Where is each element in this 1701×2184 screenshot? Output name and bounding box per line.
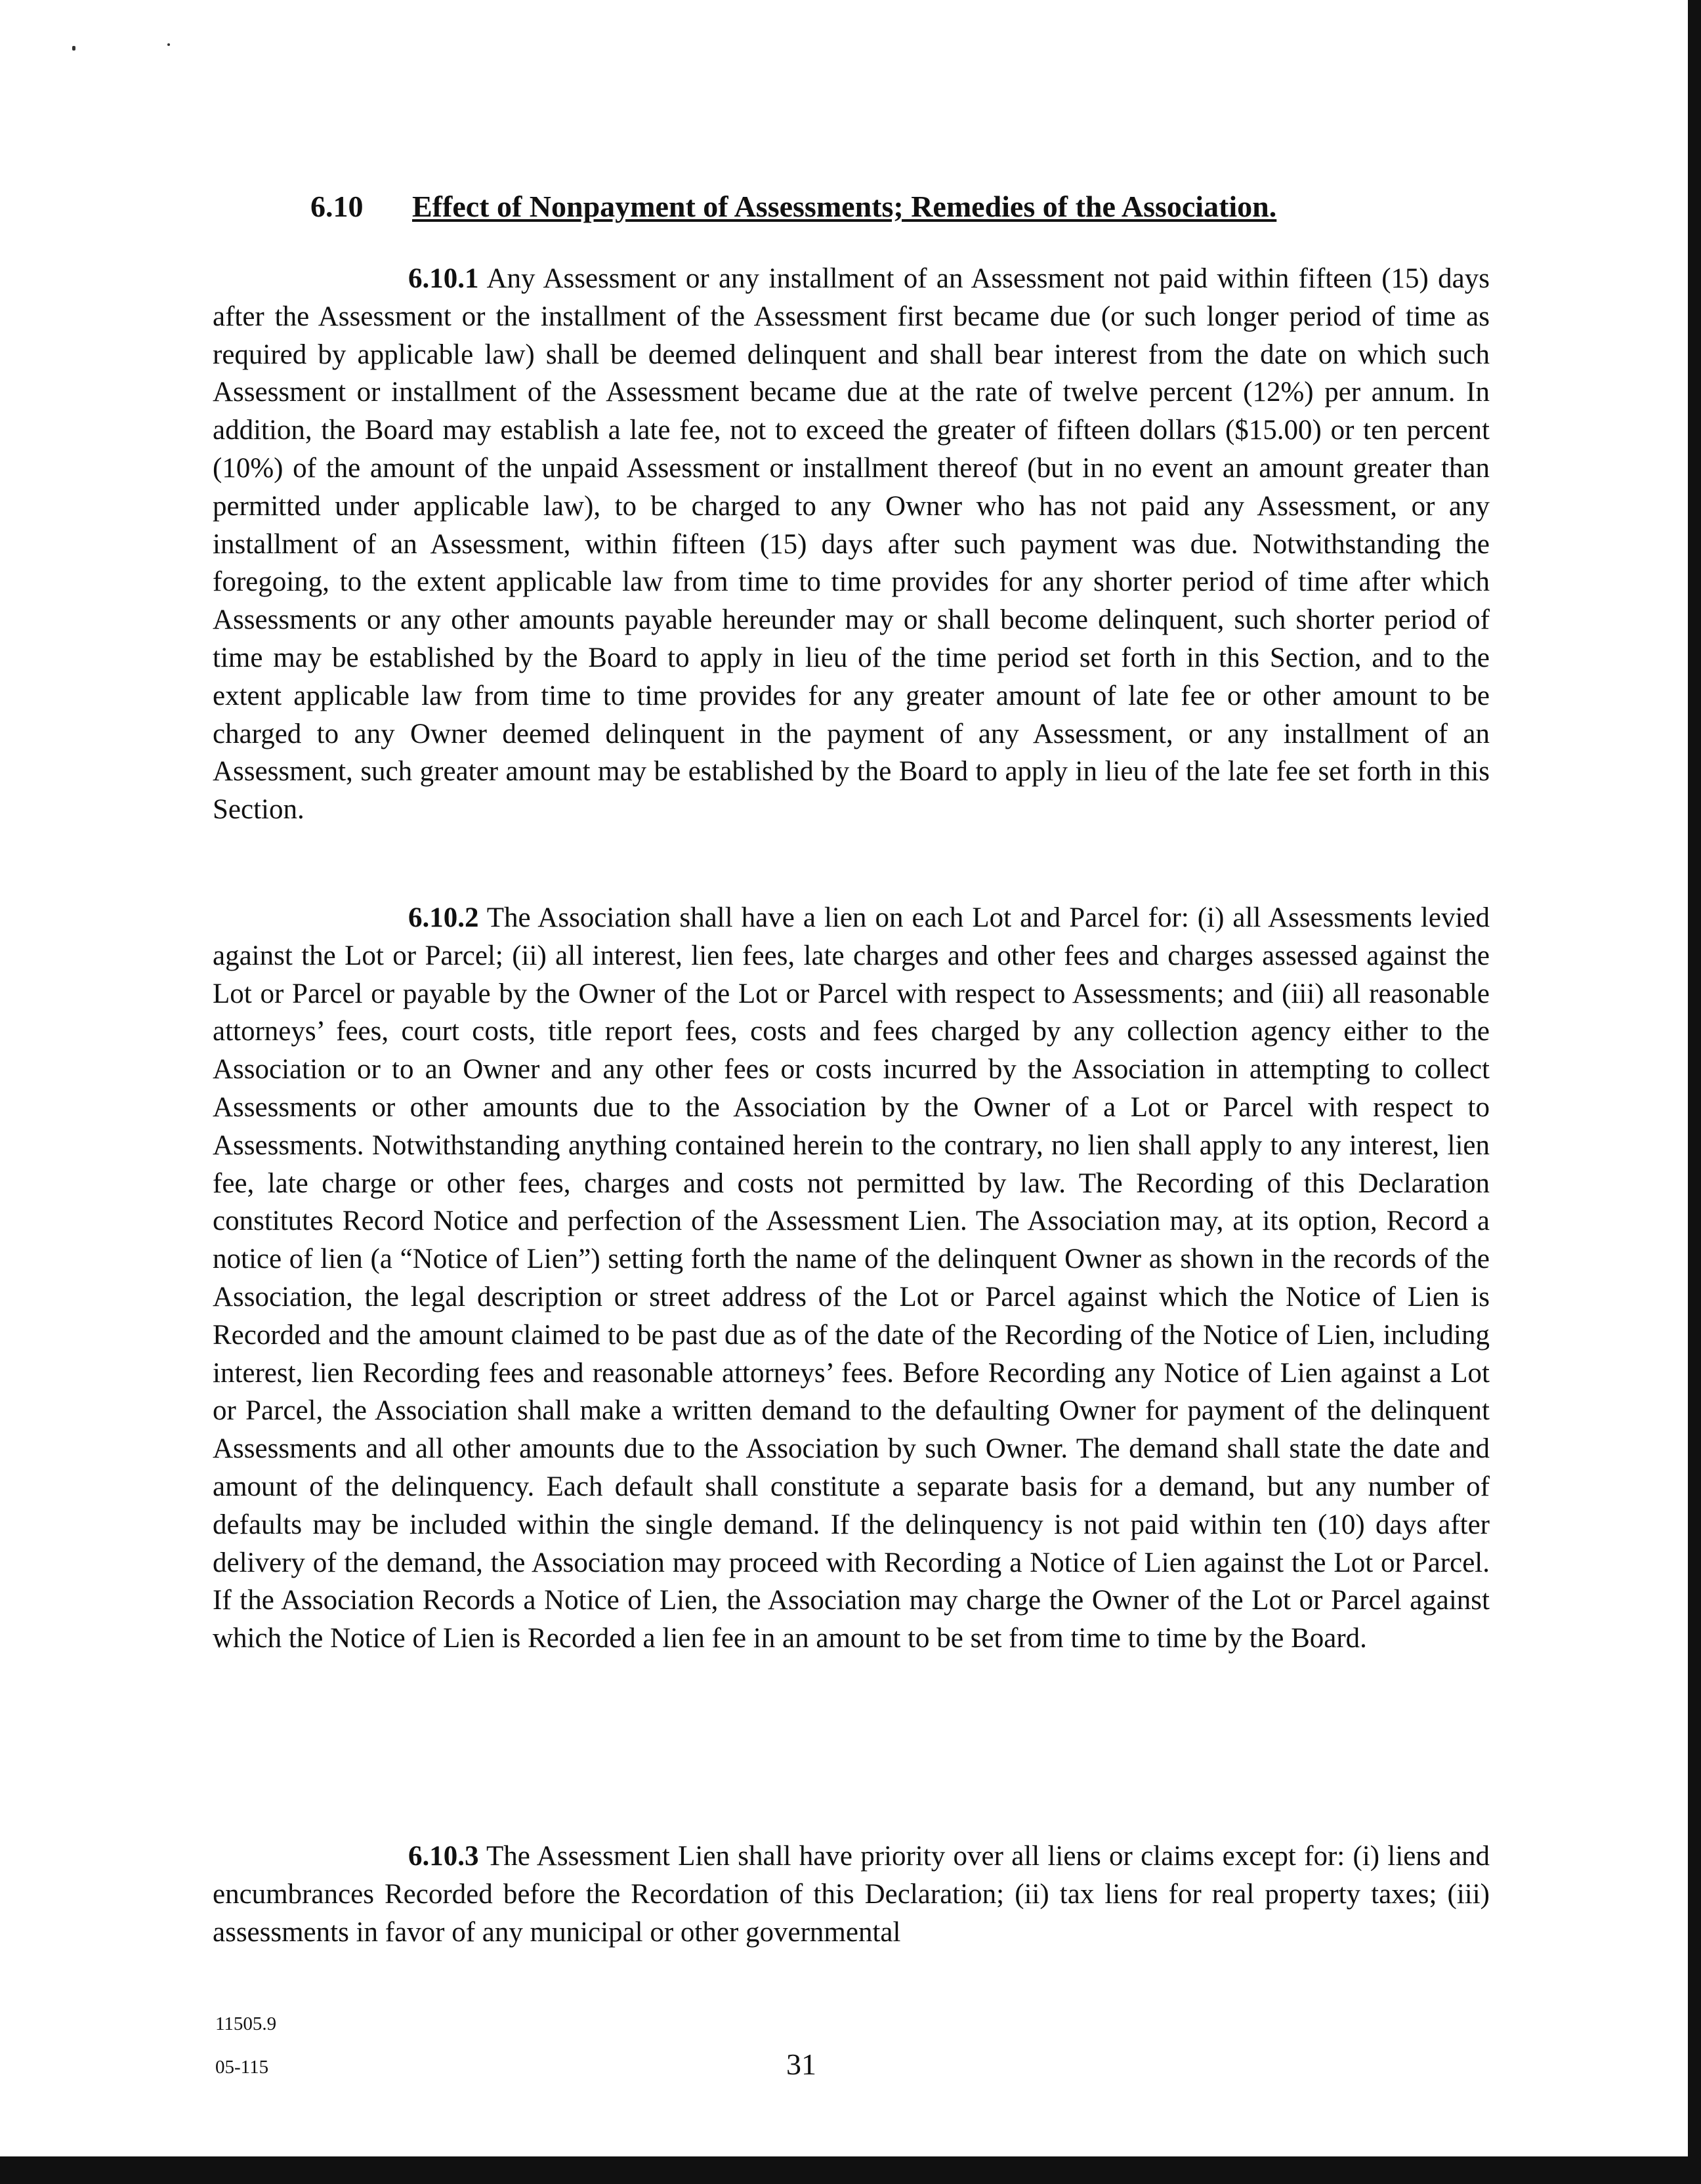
paragraph-text: The Assessment Lien shall have priority over all liens or claims except for: (i) liens and encumbrances Recorded before the Recordation of this Declaration; (ii) tax liens for real property taxes; (iii) assessments in favor of any municipal or other governmental [213,1841,1490,1948]
paragraph-number: 6.10.2 [408,902,479,933]
section-heading [310,189,1276,224]
scan-speck [72,46,75,51]
document-code: 05-115 [215,2057,269,2078]
paragraph-6-10-3 [213,1838,1490,1951]
scan-edge [0,2156,1701,2184]
document-code: 11505.9 [215,2013,277,2034]
section-number: 6.10 [310,190,364,223]
scan-speck [167,43,170,46]
paragraph-number: 6.10.1 [408,263,479,294]
section-title: Effect of Nonpayment of Assessments; Remedies of the Association. [412,190,1277,223]
paragraph-text: Any Assessment or any installment of an Assessment not paid within fifteen (15) days after the Assessment or the installment of the Assessment first became due (or such longer period of time as required by applicable law) shall be deemed delinquent and shall bear interest from the date on which such Assessment or installment of the Assessment became due at the rate of twelve percent (12%) per annum. In addition, the Board may establish a late fee, not to exceed the greater of fifteen dollars ($15.00) or ten percent (10%) of the amount of the unpaid Assessment or installment thereof (but in no event an amount greater than permitted under applicable law), to be charged to any Owner who has not paid any Assessment, or any installment of an Assessment, within fifteen (15) days after such payment was due. Notwithstanding the foregoing, to the extent applicable law from time to time provides for any shorter period of time after which Assessments or any other amounts payable hereunder may or shall become delinquent, such shorter period of time may be established by the Board to apply in lieu of the time period set forth in this Section, and to the extent applicable law from time to time provides for any greater amount of late fee or other amount to be charged to any Owner deemed delinquent in the payment of any Assessment, or any installment of an Assessment, such greater amount may be established by the Board to apply in lieu of the late fee set forth in this Section. [213,263,1490,826]
paragraph-text: The Association shall have a lien on each Lot and Parcel for: (i) all Assessments levied against the Lot or Parcel; (ii) all interest, lien fees, late charges and other fees and charges assessed against the Lot or Parcel or payable by the Owner of the Lot or Parcel with respect to Assessments; and (iii) all reasonable attorneys’ fees, court costs, title report fees, costs and fees charged by any collection agency either to the Association or to an Owner and any other fees or costs incurred by the Association in attempting to collect Assessments or other amounts due to the Association by the Owner of a Lot or Parcel with respect to Assessments. Notwithstanding anything contained herein to the contrary, no lien shall apply to any interest, lien fee, late charge or other fees, charges and costs not permitted by law. The Recording of this Declaration constitutes Record Notice and perfection of the Assessment Lien. The Association may, at its option, Record a notice of lien (a “Notice of Lien”) setting forth the name of the delinquent Owner as shown in the records of the Association, the legal description or street address of the Lot or Parcel against which the Notice of Lien is Recorded and the amount claimed to be past due as of the date of the Recording of the Notice of Lien, including interest, lien Recording fees and reasonable attorneys’ fees. Before Recording any Notice of Lien against a Lot or Parcel, the Association shall make a written demand to the defaulting Owner for payment of the delinquent Assessments and all other amounts due to the Association by such Owner. The demand shall state the date and amount of the delinquency. Each default shall constitute a separate basis for a demand, but any number of defaults may be included within the single demand. If the delinquency is not paid within ten (10) days after delivery of the demand, the Association may proceed with Recording a Notice of Lien against the Lot or Parcel. If the Association Records a Notice of Lien, the Association may charge the Owner of the Lot or Parcel against which the Notice of Lien is Recorded a lien fee in an amount to be set from time to time by the Board. [213,902,1490,1654]
scan-edge [1688,0,1701,2184]
page-number: 31 [786,2048,816,2081]
paragraph-6-10-1 [213,260,1490,829]
paragraph-number: 6.10.3 [408,1841,479,1872]
paragraph-6-10-2 [213,899,1490,1658]
